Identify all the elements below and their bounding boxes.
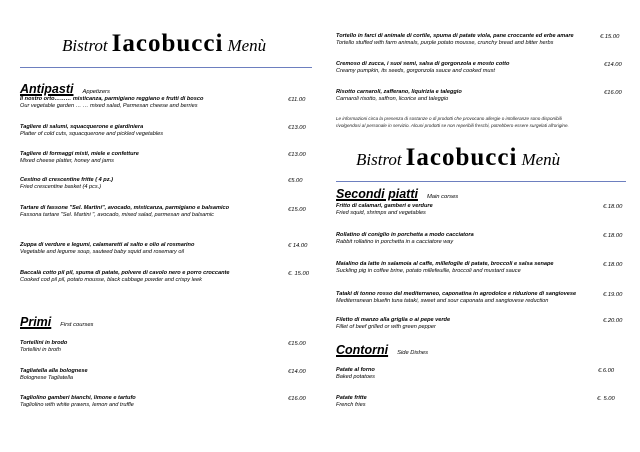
- section-title: Primi: [20, 315, 52, 329]
- dish-name-it: Patate fritte: [336, 395, 367, 401]
- dish-price: €. 5.00: [597, 396, 615, 402]
- dish-name-it: Tagliere di formaggi misti, miele e confetture: [20, 151, 139, 157]
- menu-item: [336, 261, 554, 276]
- dish-price: €16.00: [288, 396, 306, 402]
- dish-price: €.15.00: [600, 34, 620, 40]
- dish-name-en: Fried crescentine basket (4 pcs.): [20, 184, 102, 191]
- dish-name-en: Carnaroli risotto, saffron, licorice and taleggio: [336, 96, 449, 103]
- dish-name-it: Rollatino di coniglio in porchetta a modo cacciatora: [336, 232, 474, 238]
- menu-item: [336, 291, 576, 306]
- dish-name-en: Creamy pumpkin, its seeds, gorgonzola sauce and cooked must: [336, 68, 495, 75]
- dish-name-en: Platter of cold cuts, squacquerone and pickled vegetables: [20, 131, 164, 138]
- dish-name-en: Bolognese Tagliatella: [20, 375, 73, 382]
- section-title: Secondi piatti: [336, 187, 418, 201]
- section-secondi-heading: [336, 185, 458, 203]
- dish-price: €.19.00: [603, 292, 623, 298]
- dish-name-it: Filetto di manzo alla griglia o ai pepe verde: [336, 317, 451, 323]
- dish-name-it: Cestino di crescentine fritte ( 4 pz.): [20, 177, 113, 183]
- dish-name-it: Fritto di calamari, gamberi e verdure: [336, 203, 433, 209]
- menu-item: [20, 205, 229, 220]
- dish-name-it: Risotto carnaroli, zafferano, liquirizia e taleggio: [336, 89, 462, 95]
- dish-name-it: Tataki di tonno rosso del mediterraneo, caponatina in agrodolce e riduzione di sangiovese: [336, 291, 577, 297]
- dish-name-it: Maialino da latte in salamoia al caffe, millefoglie di patate, broccoli e salsa senape: [336, 261, 554, 267]
- dish-name-en: Our vegetable garden … … mixed salad, Parmesan cheese and berries: [20, 103, 198, 110]
- dish-name-en: Rabbit rollatino in porchetta in a cacciatore way: [336, 239, 454, 246]
- menu-item: [20, 270, 230, 285]
- header-divider-right: [336, 181, 626, 182]
- section-subtitle: Main corses: [426, 194, 459, 200]
- menu-item: [20, 368, 88, 383]
- dish-price: €15.00: [288, 207, 306, 213]
- dish-price: € 14.00: [288, 243, 308, 249]
- menu-item: [336, 203, 433, 218]
- dish-price: €.18.00: [603, 204, 623, 210]
- menu-item: [20, 177, 113, 192]
- dish-name-en: Fassona tartare "Sel. Martini ", avocado, mixed salad, parmesan and balsamic: [20, 212, 214, 219]
- brand-word-iacobucci: Iacobucci: [405, 144, 518, 171]
- dish-name-en: Tortellini in broth: [20, 347, 61, 354]
- section-contorni-heading: [336, 341, 428, 359]
- dish-name-it: Tartare di fassone "Sel. Martini", avocado, misticanza, parmigiano e balsamico: [20, 205, 230, 211]
- dish-price: €16.00: [604, 90, 622, 96]
- dish-price: €14.00: [288, 369, 306, 375]
- menu-item: [20, 151, 139, 166]
- dish-name-en: Mediterranean bluefin tuna tataki, sweet and sour caponata and sangiovese reduction: [336, 298, 549, 305]
- dish-name-it: Il nostro orto……… misticanza, parmigiano reggiano e frutti di bosco: [20, 96, 204, 102]
- brand-word-menu: Menù: [227, 36, 267, 55]
- section-subtitle: Appetizers: [82, 89, 110, 95]
- dish-name-en: French fries: [336, 402, 366, 409]
- section-primi-heading: [20, 313, 93, 331]
- dish-name-en: Mixed cheese platter, honey and jams: [20, 158, 114, 165]
- brand-word-menu: Menù: [521, 150, 561, 169]
- allergen-note-line: rivolgendosi al personale in servizio. Alcuni prodotti se non reperibili freschi, potrebbero essere surgelati all'origine.: [336, 122, 569, 128]
- dish-name-en: Tagliolino with white prawns, lemon and truffle: [20, 402, 134, 409]
- menu-item: [20, 395, 136, 410]
- dish-name-it: Tortello in farci di animale di cortile, spuma di patate viola, pane croccante ed erbe amare: [336, 33, 574, 39]
- dish-name-it: Tagliolino gamberi bianchi, limone e tartufo: [20, 395, 136, 401]
- dish-name-en: Fillet of beef grilled or with green pepper: [336, 324, 436, 331]
- header-divider-left: [20, 67, 312, 68]
- dish-name-en: Vegetable and legume soup, sauteed baby squid and rosemary oil: [20, 249, 184, 256]
- menu-item: [336, 33, 574, 48]
- allergen-note: [336, 116, 569, 129]
- menu-item: [20, 242, 194, 257]
- dish-name-it: Baccalà cotto pil pil, spuma di patate, polvere di cavolo nero e porro croccante: [20, 270, 230, 276]
- menu-item: [336, 367, 375, 382]
- restaurant-brand-left: [62, 30, 266, 58]
- dish-price: €.18.00: [603, 262, 623, 268]
- dish-name-it: Cremoso di zucca, i suoi semi, salsa di gorgonzola e mosto cotto: [336, 61, 510, 67]
- dish-name-it: Zuppa di verdure e legumi, calamaretti al salto e olio al rosmarino: [20, 242, 195, 248]
- menu-item: [336, 89, 462, 104]
- dish-price: €14.00: [604, 62, 622, 68]
- menu-item: [336, 61, 509, 76]
- dish-price: €5.00: [288, 178, 303, 184]
- dish-name-it: Tagliere di salumi, squacquerone e giardiniera: [20, 124, 144, 130]
- dish-name-en: Tortello stuffed with farm animals, purple potato mousse, crunchy bread and bitter herbs: [336, 40, 554, 47]
- dish-price: €15.00: [288, 341, 306, 347]
- section-subtitle: Side Dishes: [397, 350, 429, 356]
- dish-name-en: Baked potatoes: [336, 374, 375, 381]
- menu-item: [20, 96, 203, 111]
- dish-name-en: Suckling pig in coffee brine, potato millefeuille, broccoli and mustard sauce: [336, 268, 521, 275]
- dish-price: €.6.00: [598, 368, 615, 374]
- dish-price: €13.00: [288, 152, 306, 158]
- dish-name-en: Fried squid, shrimps and vegetables: [336, 210, 426, 217]
- dish-name-en: Cooked cod pil pil, potato mousse, black cabbage powder and crispy leek: [20, 277, 202, 284]
- menu-item: [336, 232, 474, 247]
- dish-price: €13.00: [288, 125, 306, 131]
- brand-word-bistrot: Bistrot: [62, 36, 108, 55]
- allergen-note-line: Le informazioni circa la presenza di sostanze o di prodotti che provocano allergie o intolleranze sono disponibili: [336, 116, 562, 121]
- dish-name-it: Tagliatella alla bolognese: [20, 368, 88, 374]
- dish-price: €11.00: [288, 97, 306, 103]
- dish-name-it: Tortellini in brodo: [20, 340, 68, 346]
- brand-word-bistrot: Bistrot: [356, 150, 402, 169]
- menu-item: [20, 124, 163, 139]
- restaurant-brand-right: [356, 144, 560, 172]
- section-title: Antipasti: [20, 82, 74, 96]
- brand-word-iacobucci: Iacobucci: [111, 30, 224, 57]
- dish-price: €.20.00: [603, 318, 623, 324]
- dish-price: €. 15.00: [288, 271, 309, 277]
- section-subtitle: First courses: [60, 322, 94, 328]
- dish-name-it: Patate al forno: [336, 367, 375, 373]
- dish-price: €.18.00: [603, 233, 623, 239]
- menu-item: [336, 317, 450, 332]
- menu-item: [336, 395, 367, 410]
- menu-item: [20, 340, 67, 355]
- section-title: Contorni: [336, 343, 389, 357]
